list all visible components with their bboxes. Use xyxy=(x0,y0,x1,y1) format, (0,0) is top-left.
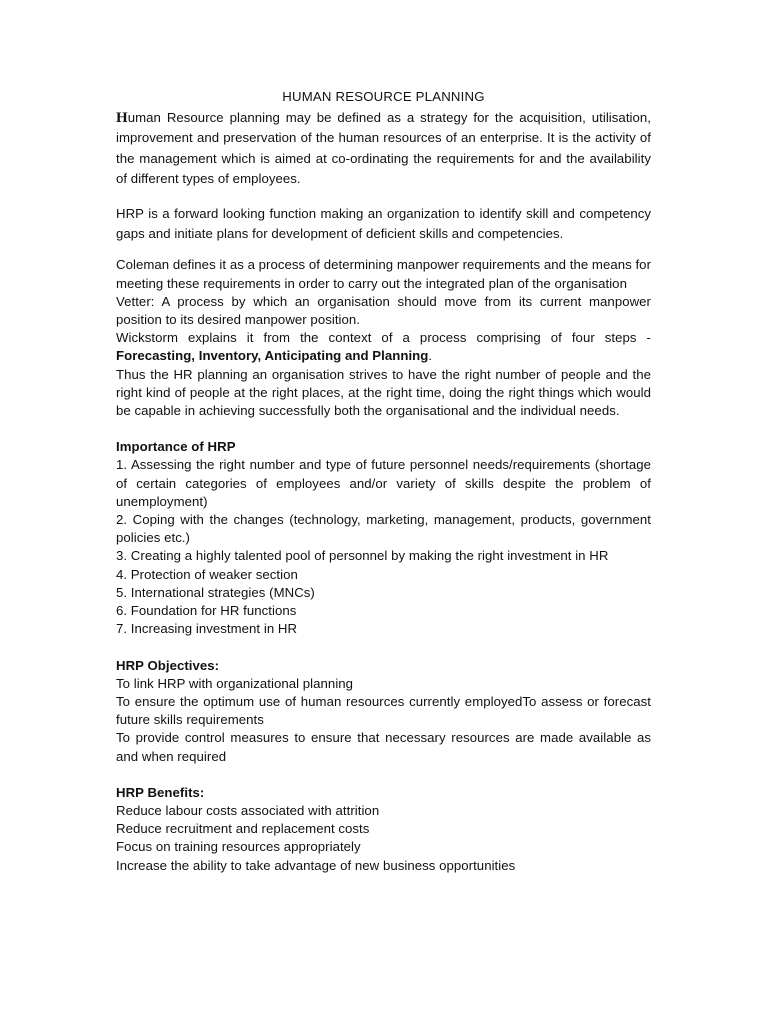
list-item: Reduce labour costs associated with attrition xyxy=(116,802,380,818)
list-item: Reduce recruitment and replacement costs xyxy=(116,821,370,837)
list-item: 1. Assessing the right number and type of future personnel needs/requirements (shortage of certain categories of employees and/or variety of skills despite the problem of unemployment) xyxy=(116,457,651,509)
vetter-definition: Vetter: A process by which an organisation should move from its current manpower position to its desired manpower position. xyxy=(116,293,651,328)
wickstorm-definition xyxy=(116,329,651,365)
document-title: HUMAN RESOURCE PLANNING xyxy=(282,89,485,104)
benefits-list xyxy=(116,802,651,875)
spacer xyxy=(116,420,651,438)
list-item: 3. Creating a highly talented pool of personnel by making the right investment in HR xyxy=(116,548,609,564)
spacer xyxy=(116,639,651,657)
wickstorm-text: Wickstorm explains it from the context of a process comprising of four steps - xyxy=(116,330,651,346)
hrp-paragraph: HRP is a forward looking function making an organization to identify skill and competency gaps and initiate plans for development of deficient skills and competencies. xyxy=(116,205,651,242)
spacer xyxy=(116,766,651,784)
intro-dropcap: H xyxy=(116,110,128,126)
list-item: Focus on training resources appropriately xyxy=(116,839,361,855)
importance-heading: Importance of HRP xyxy=(116,439,236,455)
list-item: Increase the ability to take advantage of new business opportunities xyxy=(116,857,516,873)
intro-paragraph xyxy=(116,108,651,190)
wickstorm-suffix: . xyxy=(428,348,433,364)
thus-paragraph: Thus the HR planning an organisation strives to have the right number of people and the right kind of people at the right places, at the right time, doing the right things which would be capable in achieving successfully both the organisational and the individual needs. xyxy=(116,366,651,419)
wickstorm-steps: Forecasting, Inventory, Anticipating and Planning xyxy=(116,348,429,364)
list-item: 7. Increasing investment in HR xyxy=(116,621,298,637)
spacer xyxy=(116,190,651,204)
list-item: 4. Protection of weaker section xyxy=(116,566,298,582)
list-item: To provide control measures to ensure that necessary resources are made available as and when required xyxy=(116,730,651,764)
list-item: 2. Coping with the changes (technology, marketing, management, products, government policies etc.) xyxy=(116,512,651,546)
benefits-heading: HRP Benefits: xyxy=(116,784,205,800)
list-item: 6. Foundation for HR functions xyxy=(116,603,297,619)
spacer xyxy=(116,244,651,256)
list-item: 5. International strategies (MNCs) xyxy=(116,584,315,600)
coleman-definition: Coleman defines it as a process of determining manpower requirements and the means for meeting these requirements in order to carry out the integrated plan of the organisation xyxy=(116,257,652,291)
importance-list xyxy=(116,456,651,638)
list-item: To link HRP with organizational planning xyxy=(116,675,354,691)
objectives-heading: HRP Objectives: xyxy=(116,657,220,673)
document-body xyxy=(116,88,651,875)
intro-text: uman Resource planning may be defined as a strategy for the acquisition, utilisation, improvement and preservation of the human resources of an enterprise. It is the activity of the management which is aimed at co-ordinating the requirements for and the availability of different types of employees. xyxy=(116,110,651,187)
objectives-list xyxy=(116,675,651,766)
list-item: To ensure the optimum use of human resources currently employedTo assess or forecast future skills requirements xyxy=(116,693,651,728)
